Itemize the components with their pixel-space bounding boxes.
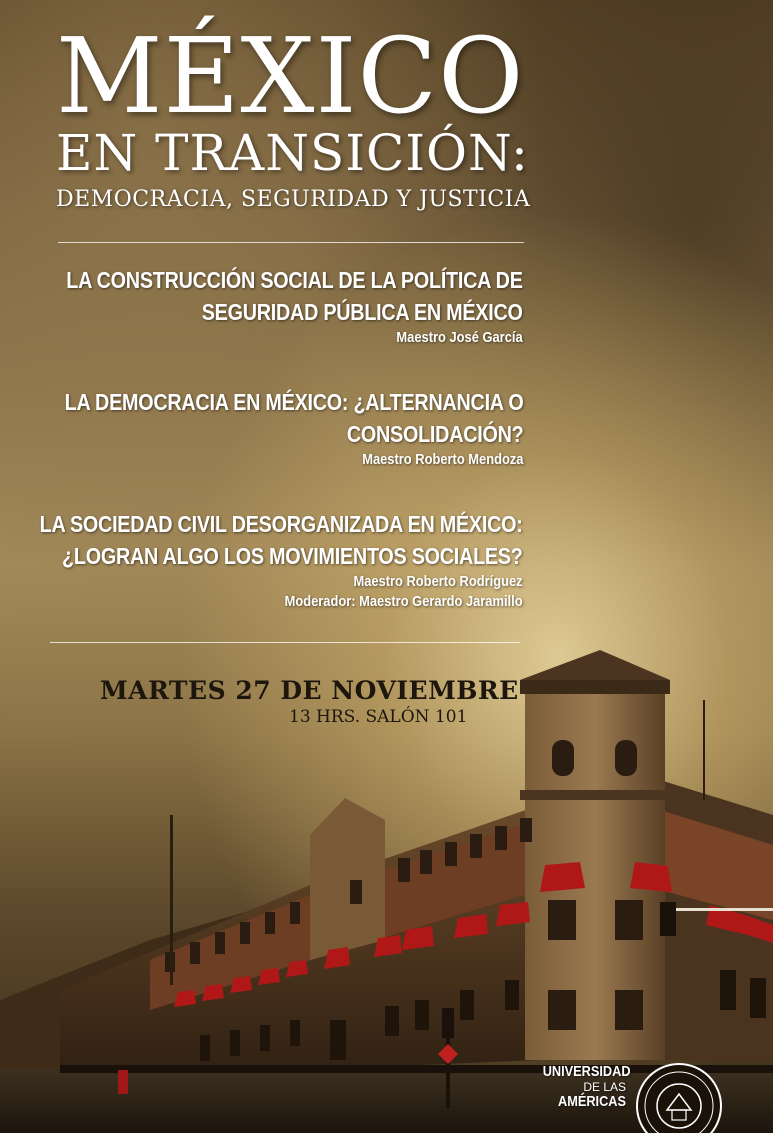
university-seal-icon: [634, 1058, 724, 1133]
event-date: MARTES 27 DE NOVIEMBRE: [100, 676, 519, 705]
talk-1-title-line-1: LA CONSTRUCCIÓN SOCIAL DE LA POLÍTICA DE: [66, 267, 523, 293]
title-mexico: MÉXICO: [56, 15, 525, 137]
divider-top: [58, 242, 524, 243]
university-line-2: DE LAS: [583, 1080, 626, 1094]
talk-1: [0, 264, 523, 348]
talk-1-speaker: Maestro José García: [396, 329, 523, 346]
talk-3-title-line-1: LA SOCIEDAD CIVIL DESORGANIZADA EN MÉXICO:: [40, 511, 523, 537]
talk-3-moderator: Moderador: Maestro Gerardo Jaramillo: [284, 593, 523, 610]
talk-2: [0, 386, 523, 470]
title-en-transicion: EN TRANSICIÓN:: [56, 124, 529, 182]
talk-3-speaker: Maestro Roberto Rodríguez: [353, 573, 523, 590]
university-line-1: UNIVERSIDAD: [542, 1063, 631, 1080]
talk-1-title-line-2: SEGURIDAD PÚBLICA EN MÉXICO: [202, 299, 523, 325]
university-wordmark: [528, 1063, 631, 1110]
talk-3: [0, 508, 523, 612]
university-line-3: AMÉRICAS: [557, 1093, 626, 1110]
event-time-place: 13 HRS. SALÓN 101: [289, 707, 468, 727]
talk-2-title-line-1: LA DEMOCRACIA EN MÉXICO: ¿ALTERNANCIA O: [64, 389, 523, 415]
subtitle: DEMOCRACIA, SEGURIDAD Y JUSTICIA: [56, 187, 531, 212]
talk-2-title-line-2: CONSOLIDACIÓN?: [346, 421, 523, 447]
talk-2-speaker: Maestro Roberto Mendoza: [361, 451, 523, 468]
talk-3-title-line-2: ¿LOGRAN ALGO LOS MOVIMIENTOS SOCIALES?: [62, 543, 523, 569]
